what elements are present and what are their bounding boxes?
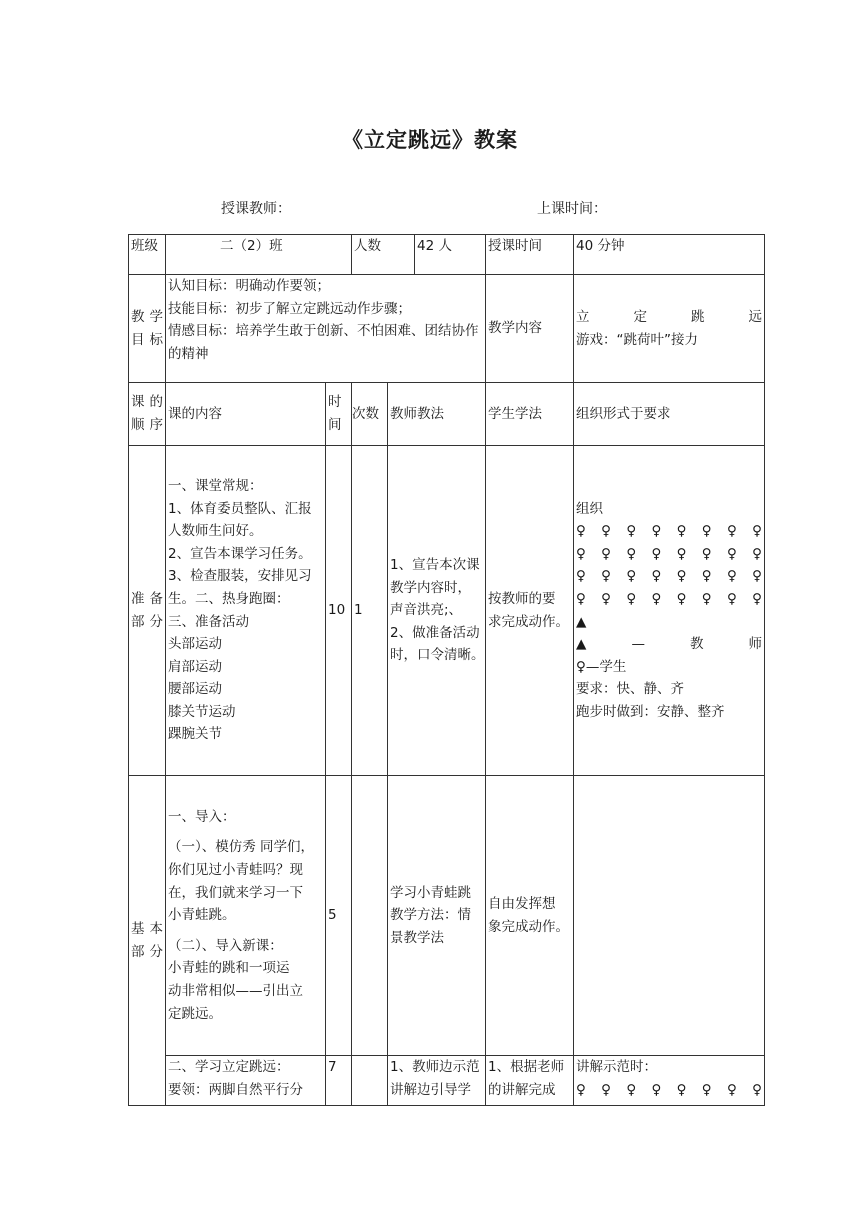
formation-row-3: ♀ ♀ ♀ ♀ ♀ ♀ ♀ ♀: [576, 568, 762, 585]
requirement-1: 要求：快、静、齐: [576, 681, 685, 698]
teacher-triangle-icon: ▲: [576, 613, 587, 630]
basic-teacher-method: 学习小青蛙跳 教学方法：情 景教学法: [388, 776, 486, 1056]
goals-content: [166, 275, 486, 383]
prep-content: 一、课堂常规： 1、体育委员整队、汇报 人数师生问好。 2、宣告本课学习任务。 3、检查服装，安排见习 生。二、热身跑圈： 三、准备活动 头部运动 肩部运动 腰部运动 膝关节运动 踝腕关节: [166, 446, 326, 776]
content-title: 立 定 跳 远: [576, 308, 763, 325]
content-game: 游戏：“跳荷叶”接力: [576, 331, 699, 348]
goal-skill: 技能目标：初步了解立定跳远动作步骤；: [168, 300, 411, 317]
formation-row-4: ♀ ♀ ♀ ♀ ♀ ♀ ♀ ♀: [576, 590, 762, 607]
basic-intro: 一、导入： （一）、模仿秀 同学们， 你们见过小青蛙吗？现 在，我们就来学习一下 小青蛙跳。 （二）、导入新课： 小青蛙的跳和一项运 动非常相似——引出立 定跳远。: [166, 776, 326, 1056]
class-time-label: 上课时间：: [537, 201, 607, 217]
learn-student-method: 1、根据老师 的讲解完成: [486, 1056, 574, 1106]
prep-row: [129, 446, 765, 776]
goals-label: 教 学 目标: [129, 275, 166, 383]
header-times: 次数: [352, 383, 388, 446]
basic-student-method: 自由发挥想 象完成动作。: [486, 776, 574, 1056]
prep-label: 准 备 部分: [129, 446, 166, 776]
formation-row-1: ♀ ♀ ♀ ♀ ♀ ♀ ♀ ♀: [576, 523, 762, 540]
student-count-value: 42 人: [414, 235, 452, 274]
teaching-content-label: 教学内容: [486, 275, 574, 383]
learn-row: [129, 1056, 765, 1106]
header-student-method: 学生学法: [486, 383, 574, 446]
header-content: 课的内容: [166, 383, 326, 446]
learn-organization: 讲解示范时： ♀ ♀ ♀ ♀ ♀ ♀ ♀ ♀: [574, 1056, 765, 1106]
header-row: [129, 383, 765, 446]
formation-row-2: ♀ ♀ ♀ ♀ ♀ ♀ ♀ ♀: [576, 545, 762, 562]
teaching-content: [574, 275, 765, 383]
learn-content: 二、学习立定跳远： 要领：两脚自然平行分: [166, 1056, 326, 1106]
goal-cognitive: 认知目标：明确动作要领；: [168, 278, 330, 294]
basic-label: 基 本 部分: [129, 776, 166, 1106]
legend-teacher: ▲ — 教 师: [576, 636, 762, 653]
header-organization: 组织形式于要求: [574, 383, 765, 446]
header-teacher-method: 教师教法: [388, 383, 486, 446]
goal-emotion: 情感目标：培养学生敢于创新、不怕困难、团结协作的精神: [168, 323, 479, 362]
basic-time: 5: [326, 776, 352, 1056]
class-label: 班级: [129, 235, 166, 275]
org-title: 组织: [576, 500, 604, 517]
prep-organization: [574, 446, 765, 776]
header-order: 课 的 顺序: [129, 383, 166, 446]
header-time: 时 间: [326, 383, 352, 446]
formation-row-demo: ♀ ♀ ♀ ♀ ♀ ♀ ♀ ♀: [576, 1081, 762, 1098]
info-row: [129, 235, 765, 275]
duration-value: 40 分钟: [574, 235, 765, 275]
duration-label: 授课时间: [486, 235, 574, 275]
learn-teacher-method: 1、教师边示范 讲解边引导学: [388, 1056, 486, 1106]
document-title: 《立定跳远》教案: [342, 128, 518, 152]
learn-time: 7: [326, 1056, 352, 1106]
prep-teacher-method: 1、宣告本次课 教学内容时， 声音洪亮;、 2、做准备活动 时，口令清晰。: [388, 446, 486, 776]
lesson-plan-table: [128, 234, 765, 1106]
prep-time: 10: [326, 446, 352, 776]
prep-times: 1: [352, 446, 388, 776]
legend-student: ♀—学生: [576, 658, 627, 675]
prep-student-method: 按教师的要 求完成动作。: [486, 446, 574, 776]
requirement-2: 跑步时做到：安静、整齐: [576, 703, 725, 720]
basic-row: [129, 776, 765, 1056]
teacher-label: 授课教师：: [221, 201, 291, 217]
class-value: 二（2）班: [166, 235, 352, 275]
student-count-label: 人数: [354, 238, 381, 254]
goals-row: [129, 275, 765, 383]
